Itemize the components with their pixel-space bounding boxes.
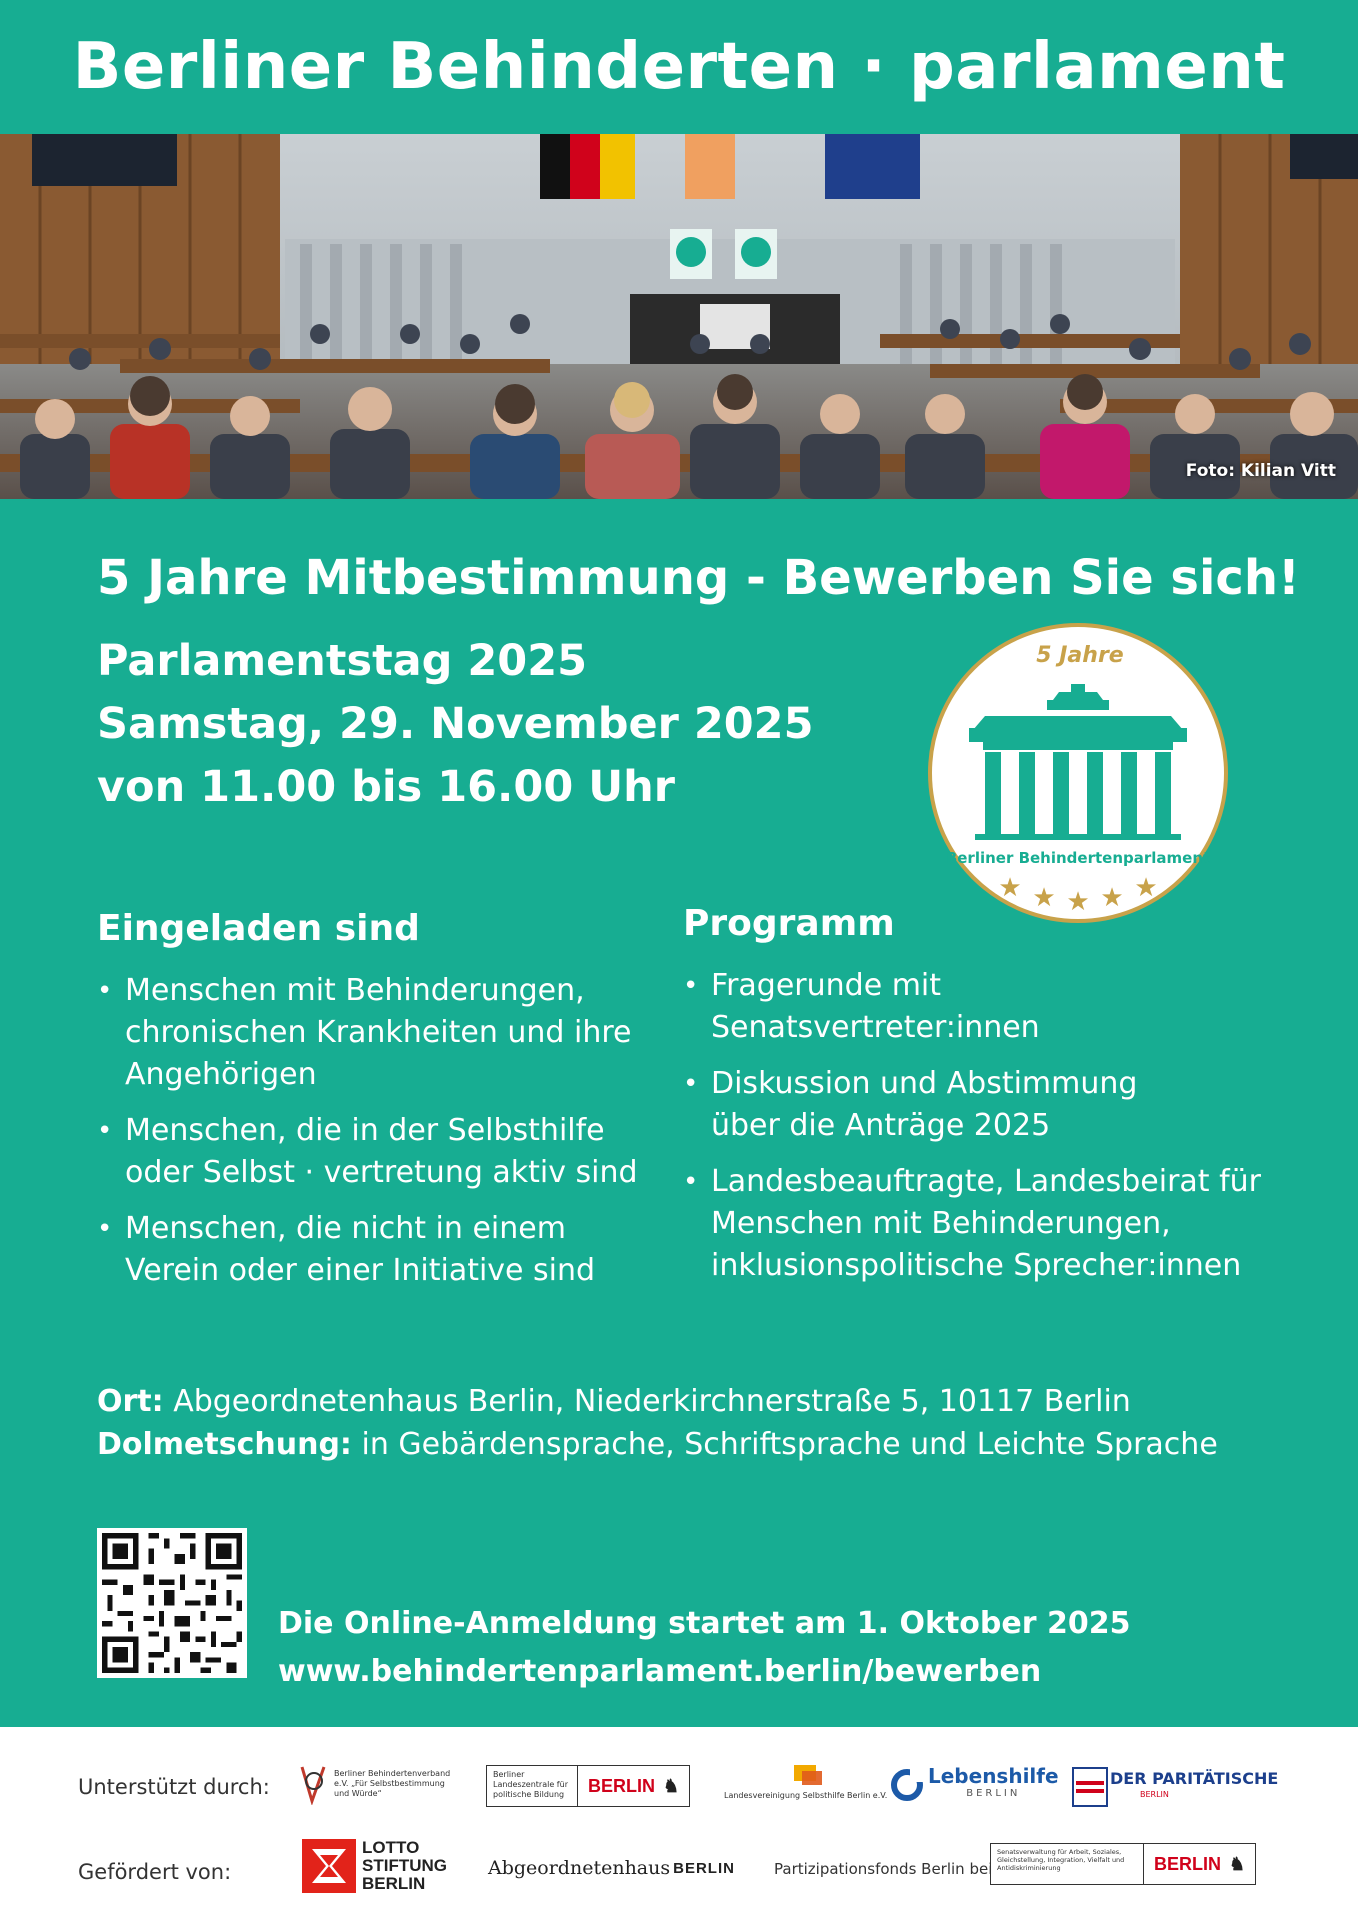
badge-top-text: 5 Jahre [1036, 643, 1124, 668]
parliament-photo [0, 134, 1358, 499]
senat-text: Senatsverwaltung für Arbeit, Soziales, Gleichstellung, Integration, Vielfalt und Antidiskriminierung [997, 1848, 1125, 1872]
registration-url[interactable]: www.behindertenparlament.berlin/bewerben [278, 1654, 1042, 1689]
star-icon: ★ [1100, 883, 1124, 913]
star-icon: ★ [1134, 873, 1158, 903]
lotto-emblem-icon [302, 1839, 356, 1893]
list-item: • Menschen, die nicht in einem Verein oder einer Initiative sind [97, 1208, 657, 1292]
paritaetische-logo [1072, 1767, 1278, 1807]
senat-logo [990, 1843, 1256, 1885]
program-title: Programm [683, 903, 895, 944]
venue-info [97, 1380, 1218, 1466]
interpretation-line [97, 1423, 1218, 1466]
paritaetische-icon [1072, 1767, 1108, 1807]
paritaetische-sub: BERLIN [1140, 1790, 1169, 1799]
supported-label: Unterstützt durch: [78, 1775, 270, 1799]
abgeordnetenhaus-logo [488, 1857, 735, 1879]
location-value: Abgeordnetenhaus Berlin, Niederkirchnerstraße 5, 10117 Berlin [173, 1384, 1131, 1419]
lv-selbsthilfe-text: Landesvereinigung Selbsthilfe Berlin e.V. [724, 1791, 888, 1800]
berlin-bear-icon: ♞ [663, 1775, 680, 1796]
list-item: • Diskussion und Abstimmung über die Anträge 2025 [683, 1063, 1171, 1147]
anniversary-badge [925, 620, 1231, 926]
location-label: Ort: [97, 1384, 164, 1419]
lebenshilfe-text: Lebenshilfe [928, 1764, 1059, 1788]
lotto-logo [302, 1839, 447, 1893]
photo-credit: Foto: Kilian Vitt [1185, 461, 1336, 481]
paritaetische-text: DER PARITÄTISCHE [1110, 1769, 1279, 1788]
interpretation-label: Dolmetschung: [97, 1427, 352, 1462]
star-icon: ★ [998, 873, 1022, 903]
event-time: von 11.00 bis 16.00 Uhr [97, 762, 675, 812]
qr-code[interactable] [97, 1528, 247, 1678]
lebenshilfe-logo [890, 1764, 1059, 1803]
badge-bottom-text: Berliner Behindertenparlament [945, 849, 1211, 867]
location-line [97, 1380, 1218, 1423]
lebenshilfe-sub: BERLIN [966, 1788, 1021, 1799]
list-item: • Fragerunde mit Senatsvertreter:innen [683, 965, 1011, 1049]
sponsor-footer [0, 1727, 1358, 1920]
abgeordnetenhaus-text: Abgeordnetenhaus [488, 1857, 671, 1879]
event-date: Samstag, 29. November 2025 [97, 699, 814, 749]
lv-selbsthilfe-logo [724, 1763, 887, 1800]
list-item: • Menschen, die in der Selbsthilfe oder Selbst · vertretung aktiv sind [97, 1110, 657, 1194]
selbsthilfe-icon [784, 1763, 828, 1791]
bbv-emblem-icon [298, 1763, 330, 1805]
program-section [683, 903, 1283, 1301]
lotto-line-1: LOTTO [362, 1838, 420, 1857]
funded-label: Gefördert von: [78, 1860, 232, 1884]
headline: 5 Jahre Mitbestimmung - Bewerben Sie sich! [97, 550, 1300, 606]
lotto-line-3: BERLIN [362, 1874, 426, 1893]
senat-berlin: BERLIN [1154, 1853, 1221, 1874]
lotto-line-2: STIFTUNG [362, 1856, 447, 1875]
event-info [97, 630, 814, 819]
lzpb-logo [486, 1765, 690, 1807]
program-list [683, 965, 1283, 1287]
star-icon: ★ [1066, 887, 1090, 917]
berlin-bear-icon: ♞ [1229, 1853, 1246, 1874]
lzpb-berlin: BERLIN [588, 1775, 655, 1796]
invited-section [97, 908, 657, 1306]
bbv-text: Berliner Behindertenverband e.V. „Für Selbstbestimmung und Würde“ [334, 1769, 451, 1798]
abgeordnetenhaus-berlin: BERLIN [673, 1859, 735, 1877]
registration-info [278, 1600, 1130, 1696]
star-icon: ★ [1032, 883, 1056, 913]
interpretation-value: in Gebärdensprache, Schriftsprache und Leichte Sprache [361, 1427, 1218, 1462]
partizipationsfonds-text: Partizipationsfonds Berlin bei [774, 1860, 993, 1878]
parliament-hall-illustration [0, 134, 1358, 499]
bbv-logo [298, 1763, 454, 1805]
page-title: Berliner Behinderten · parlament [72, 30, 1286, 104]
registration-start: Die Online-Anmeldung startet am 1. Oktober 2025 [278, 1606, 1131, 1641]
invited-title: Eingeladen sind [97, 908, 420, 949]
list-item: • Menschen mit Behinderungen, chronischen Krankheiten und ihre Angehörigen [97, 970, 657, 1096]
list-item: • Landesbeauftragte, Landesbeirat für Menschen mit Behinderungen, inklusionspolitische Sprecher:innen [683, 1161, 1283, 1287]
event-name: Parlamentstag 2025 [97, 636, 588, 686]
invited-list [97, 970, 657, 1292]
header-banner [0, 0, 1358, 134]
lebenshilfe-icon [890, 1768, 924, 1802]
lzpb-text: Berliner Landeszentrale für politische Bildung [493, 1770, 568, 1799]
